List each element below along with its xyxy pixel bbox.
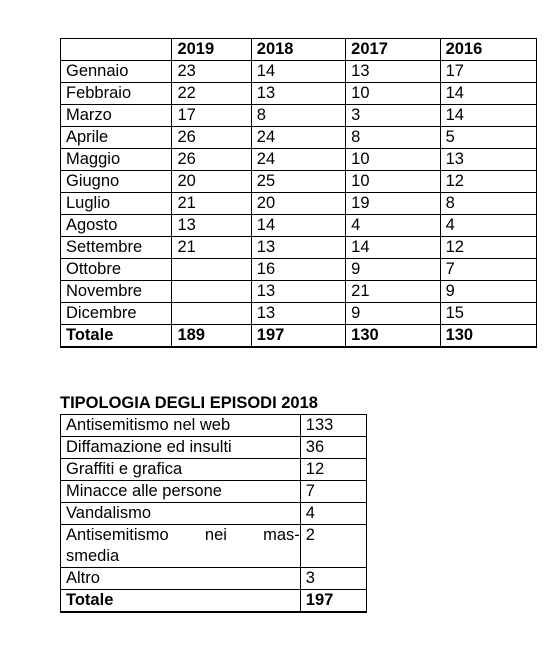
value-cell: 20 xyxy=(251,193,345,215)
episode-types-table xyxy=(60,414,367,613)
type-label: Antisemitismo nel web xyxy=(61,415,301,437)
type-value: 133 xyxy=(300,415,366,437)
type-label: Diffamazione ed insulti xyxy=(61,437,301,459)
type-value: 4 xyxy=(300,503,366,525)
value-cell: 26 xyxy=(172,149,251,171)
month-label: Novembre xyxy=(61,281,172,303)
table-row xyxy=(61,568,367,590)
type-value: 7 xyxy=(300,481,366,503)
value-cell: 14 xyxy=(251,61,345,83)
value-cell: 14 xyxy=(251,215,345,237)
value-cell: 7 xyxy=(440,259,536,281)
value-cell: 13 xyxy=(346,61,440,83)
value-cell: 10 xyxy=(346,149,440,171)
total-label: Totale xyxy=(61,325,172,348)
value-cell: 9 xyxy=(346,303,440,325)
value-cell: 9 xyxy=(440,281,536,303)
value-cell: 23 xyxy=(172,61,251,83)
table-row xyxy=(61,215,537,237)
value-cell: 21 xyxy=(172,237,251,259)
table-row xyxy=(61,193,537,215)
monthly-episodes-table xyxy=(60,38,537,348)
type-value: 3 xyxy=(300,568,366,590)
value-cell: 24 xyxy=(251,127,345,149)
value-cell: 10 xyxy=(346,83,440,105)
value-cell: 4 xyxy=(440,215,536,237)
value-cell: 17 xyxy=(440,61,536,83)
type-label: Vandalismo xyxy=(61,503,301,525)
value-cell: 8 xyxy=(440,193,536,215)
type-value: 36 xyxy=(300,437,366,459)
type-label: Minacce alle persone xyxy=(61,481,301,503)
header-cell xyxy=(61,39,172,61)
type-value: 12 xyxy=(300,459,366,481)
types-section-title: TIPOLOGIA DEGLI EPISODI 2018 xyxy=(60,394,318,412)
month-label: Giugno xyxy=(61,171,172,193)
value-cell: 22 xyxy=(172,83,251,105)
table-header-row xyxy=(61,39,537,61)
value-cell: 19 xyxy=(346,193,440,215)
header-cell-2016: 2016 xyxy=(440,39,536,61)
value-cell: 15 xyxy=(440,303,536,325)
header-cell-2019: 2019 xyxy=(172,39,251,61)
value-cell: 13 xyxy=(251,281,345,303)
table-row xyxy=(61,259,537,281)
table-row xyxy=(61,105,537,127)
month-label: Maggio xyxy=(61,149,172,171)
value-cell: 26 xyxy=(172,127,251,149)
table-row xyxy=(61,303,537,325)
table-row xyxy=(61,459,367,481)
month-label: Luglio xyxy=(61,193,172,215)
value-cell: 25 xyxy=(251,171,345,193)
table-row xyxy=(61,525,367,568)
type-label xyxy=(61,525,301,568)
table-row xyxy=(61,437,367,459)
total-value: 197 xyxy=(251,325,345,348)
value-cell: 8 xyxy=(346,127,440,149)
table-row xyxy=(61,171,537,193)
value-cell: 14 xyxy=(440,83,536,105)
month-label: Gennaio xyxy=(61,61,172,83)
type-label: Altro xyxy=(61,568,301,590)
header-cell-2018: 2018 xyxy=(251,39,345,61)
value-cell xyxy=(172,303,251,325)
value-cell: 14 xyxy=(346,237,440,259)
table-row xyxy=(61,415,367,437)
type-label-line2: smedia xyxy=(66,547,120,565)
table-row xyxy=(61,503,367,525)
table-row xyxy=(61,481,367,503)
value-cell: 13 xyxy=(251,83,345,105)
value-cell xyxy=(172,281,251,303)
value-cell: 4 xyxy=(346,215,440,237)
value-cell: 20 xyxy=(172,171,251,193)
month-label: Ottobre xyxy=(61,259,172,281)
total-value: 189 xyxy=(172,325,251,348)
value-cell: 21 xyxy=(346,281,440,303)
value-cell: 13 xyxy=(251,303,345,325)
month-label: Febbraio xyxy=(61,83,172,105)
value-cell: 13 xyxy=(251,237,345,259)
month-label: Agosto xyxy=(61,215,172,237)
month-label: Settembre xyxy=(61,237,172,259)
table-row xyxy=(61,281,537,303)
total-row xyxy=(61,325,537,348)
value-cell: 13 xyxy=(172,215,251,237)
value-cell: 24 xyxy=(251,149,345,171)
type-label: Graffiti e grafica xyxy=(61,459,301,481)
month-label: Aprile xyxy=(61,127,172,149)
month-label: Dicembre xyxy=(61,303,172,325)
value-cell: 13 xyxy=(440,149,536,171)
total-row xyxy=(61,590,367,613)
type-label-line1: Antisemitismo nei mas- xyxy=(66,526,300,544)
total-label: Totale xyxy=(61,590,301,613)
header-cell-2017: 2017 xyxy=(346,39,440,61)
total-value: 130 xyxy=(440,325,536,348)
table-row xyxy=(61,61,537,83)
value-cell: 3 xyxy=(346,105,440,127)
value-cell: 12 xyxy=(440,171,536,193)
value-cell: 10 xyxy=(346,171,440,193)
value-cell xyxy=(172,259,251,281)
month-label: Marzo xyxy=(61,105,172,127)
value-cell: 8 xyxy=(251,105,345,127)
type-value: 2 xyxy=(300,525,366,568)
total-value: 197 xyxy=(300,590,366,613)
table-row xyxy=(61,237,537,259)
value-cell: 21 xyxy=(172,193,251,215)
value-cell: 16 xyxy=(251,259,345,281)
value-cell: 12 xyxy=(440,237,536,259)
value-cell: 9 xyxy=(346,259,440,281)
table-row xyxy=(61,127,537,149)
total-value: 130 xyxy=(346,325,440,348)
table-row xyxy=(61,149,537,171)
value-cell: 14 xyxy=(440,105,536,127)
value-cell: 17 xyxy=(172,105,251,127)
value-cell: 5 xyxy=(440,127,536,149)
table-row xyxy=(61,83,537,105)
